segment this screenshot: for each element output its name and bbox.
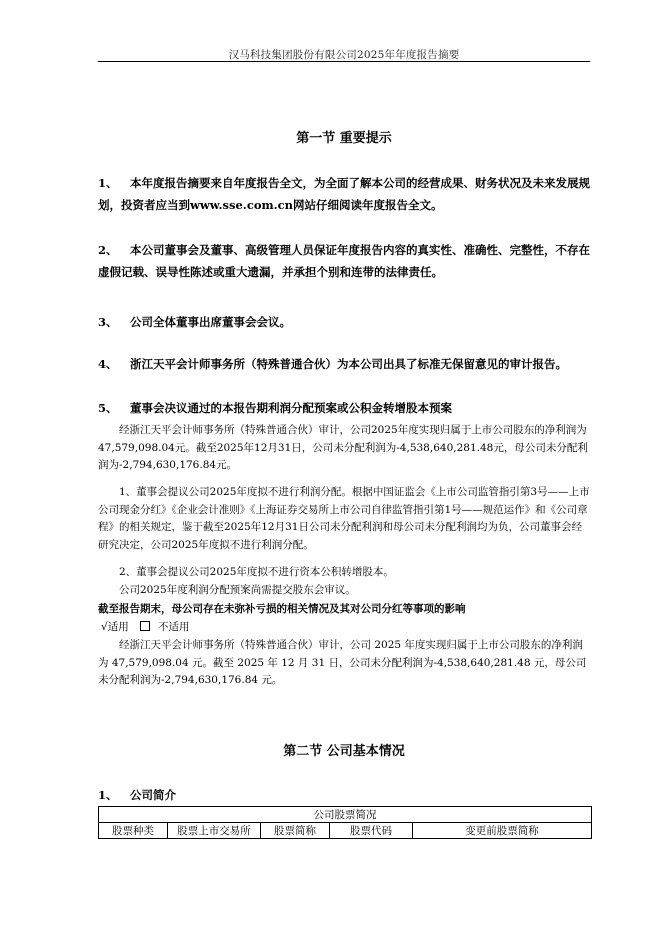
loss-heading: 截至报告期末，母公司存在未弥补亏损的相关情况及其对公司分红等事项的影响 <box>98 603 466 615</box>
not-applicable-label: 不适用 <box>158 621 190 633</box>
loss-paragraph: 经浙江天平会计师事务所（特殊普通合伙）审计，公司 2025 年度实现归属于上市公司股东的净利润为 47,579,098.04 元。截至 2025 年 12 月 31 日，公司未分配利润为-4,538,640,281.48 元，母公司未分配利润为-2,794,630,176.84 元。 <box>98 639 587 686</box>
column-header: 股票种类 <box>99 823 168 839</box>
notice-item-4 <box>98 353 590 375</box>
header-rule <box>98 61 590 62</box>
running-header: 汉马科技集团股份有限公司2025年年度报告摘要 <box>228 49 460 61</box>
not-applicable-option <box>140 621 198 633</box>
item-text-line1: 本公司董事会及董事、高级管理人员保证年度报告内容的真实性、准确性、完整性，不存在 <box>130 243 590 257</box>
item-number: 3、 <box>98 315 118 329</box>
item-text-line1: 公司全体董事出席董事会会议。 <box>130 315 291 329</box>
table-header-row <box>99 823 592 839</box>
item-text-line1: 本年度报告摘要来自年度报告全文，为全面了解本公司的经营成果、财务状况及未来发展规 <box>130 176 590 190</box>
profit-paragraph-1: 经浙江天平会计师事务所（特殊普通合伙）审计，公司2025年度实现归属于上市公司股东的净利润为47,579,098.04元。截至2025年12月31日，公司未分配利润为-4,538,640,281.48元，母公司未分配利润为-2,794,630,176.84元。 <box>98 424 588 471</box>
column-header: 变更前股票简称 <box>413 823 592 839</box>
column-header: 股票简称 <box>261 823 330 839</box>
profit-paragraph-3: 2、董事会提议公司2025年度拟不进行资本公积转增股本。 <box>119 566 394 578</box>
profit-paragraph-2: 1、董事会提议公司2025年度拟不进行利润分配。根据中国证监会《上市公司监管指引第3号——上市公司现金分红》《企业会计准则》《上海证券交易所上市公司自律监管指引第1号——规范运作》和《公司章程》的相关规定，鉴于截至2025年12月31日公司未分配利润和母公司未分配利润均为负，公司董事会经研究决定，公司2025年度拟不进行利润分配。 <box>98 486 590 551</box>
item-number: 4、 <box>98 357 118 371</box>
notice-item-3 <box>98 311 590 333</box>
notice-item-5 <box>98 397 590 419</box>
notice-item-2 <box>98 239 590 283</box>
table-caption-row <box>99 807 592 823</box>
profit-paragraph-4: 公司2025年度利润分配预案尚需提交股东会审议。 <box>119 584 356 596</box>
item-number: 1、 <box>98 176 118 190</box>
item-number: 1、 <box>98 788 118 802</box>
item-text-line1: 董事会决议通过的本报告期利润分配预案或公积金转增股本预案 <box>130 401 452 415</box>
item-text-line1: 浙江天平会计师事务所（特殊普通合伙）为本公司出具了标准无保留意见的审计报告。 <box>130 357 567 371</box>
section2-title: 第二节 公司基本情况 <box>283 744 405 759</box>
table-caption: 公司股票简况 <box>99 807 592 823</box>
section1-title: 第一节 重要提示 <box>296 131 392 146</box>
item-text-line2: 划，投资者应当到www.sse.com.cn网站仔细阅读年度报告全文。 <box>98 198 443 212</box>
item-number: 5、 <box>98 401 118 415</box>
stock-info-table <box>98 806 592 839</box>
notice-item-1 <box>98 172 590 216</box>
column-header: 股票代码 <box>330 823 413 839</box>
company-intro-heading <box>98 784 590 806</box>
checkbox-empty-icon <box>140 621 150 631</box>
applicable-checked-option: √适用 <box>101 621 129 633</box>
applicability-options <box>101 619 206 636</box>
item-text-line2: 虚假记载、误导性陈述或重大遗漏，并承担个别和连带的法律责任。 <box>98 265 443 279</box>
column-header: 股票上市交易所 <box>168 823 261 839</box>
item-label: 公司简介 <box>130 788 176 802</box>
item-number: 2、 <box>98 243 118 257</box>
